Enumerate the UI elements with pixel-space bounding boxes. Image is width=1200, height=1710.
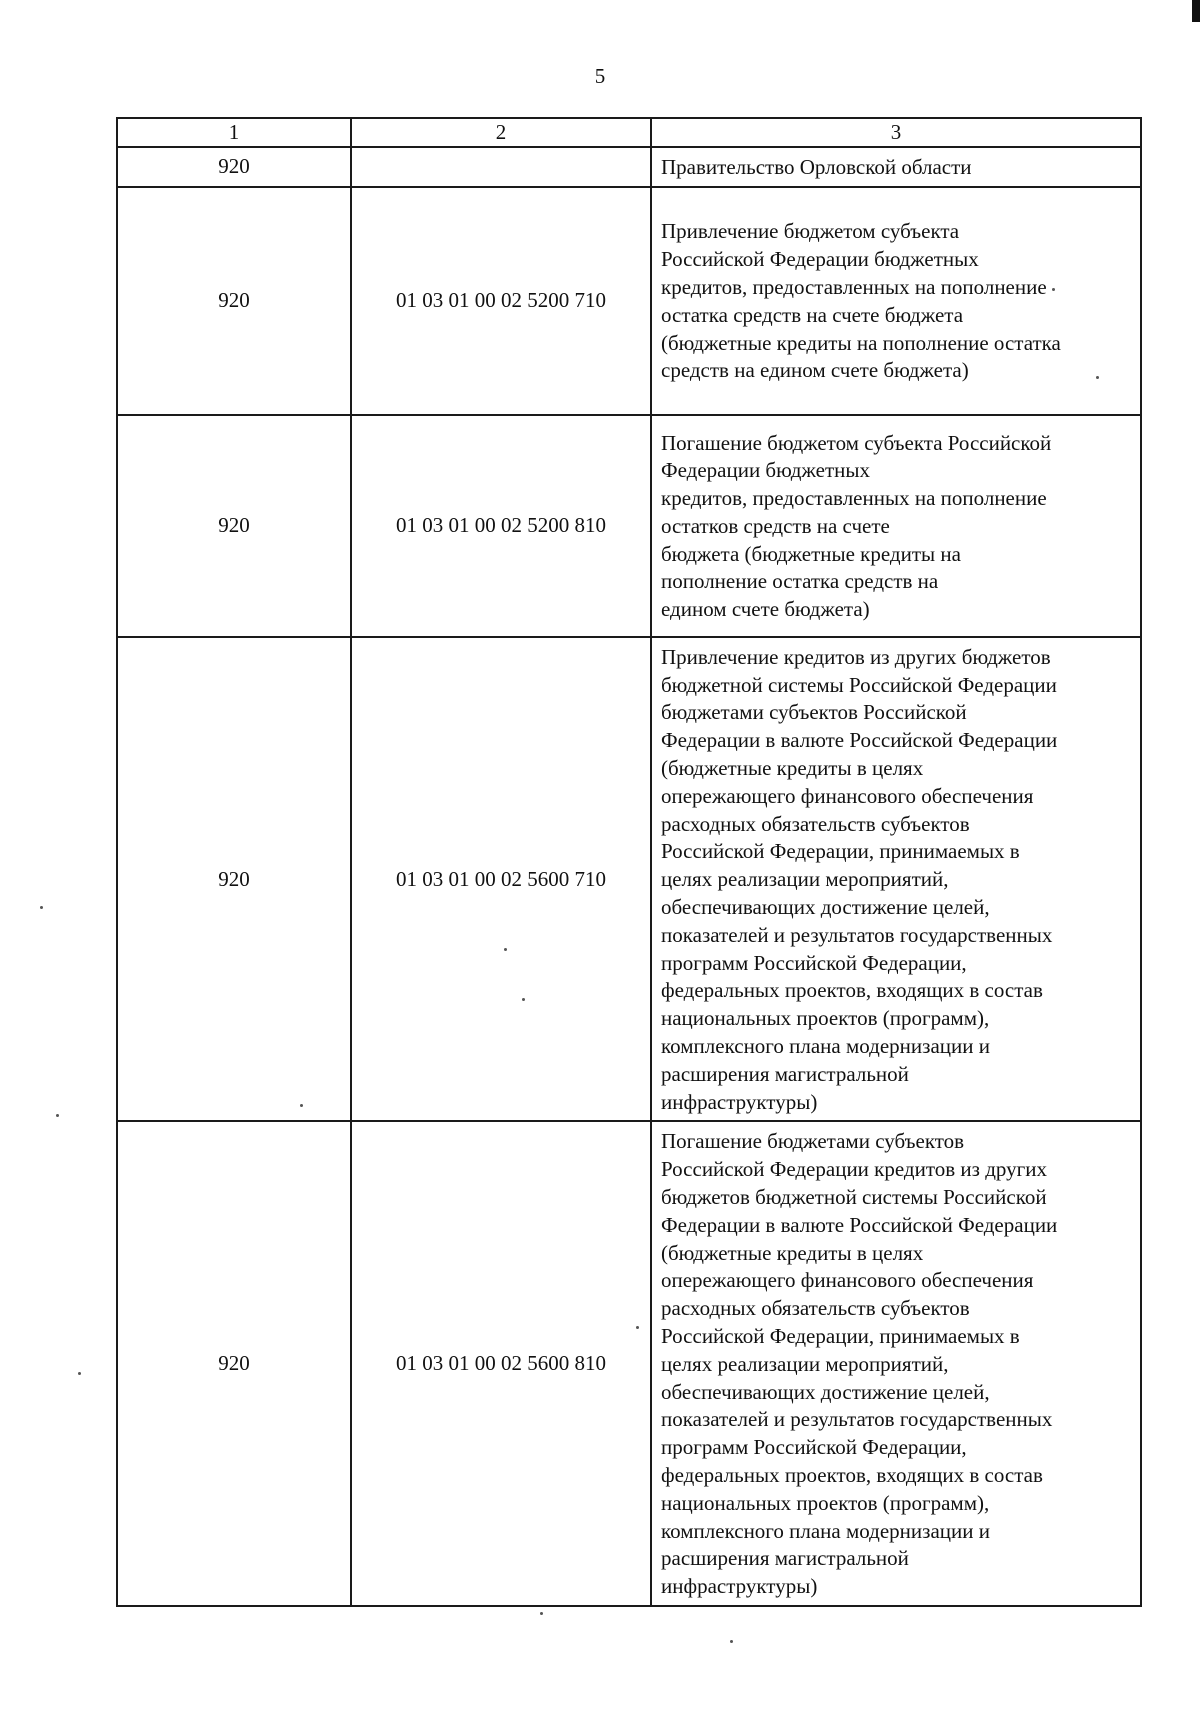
description-line: национальных проектов (программ), [661, 1490, 990, 1515]
table-row [117, 637, 1141, 1122]
description-cell [651, 1121, 1141, 1606]
scan-speck [730, 1640, 733, 1643]
table-row [117, 187, 1141, 415]
description-line: пополнение остатка средств на [661, 569, 939, 594]
description-line: инфраструктуры) [661, 1089, 818, 1114]
description-line: (бюджетные кредиты в целях [661, 755, 924, 780]
scan-speck [40, 906, 43, 909]
description-line: кредитов, предоставленных на пополнение [661, 486, 1047, 511]
scan-speck [522, 998, 525, 1001]
scan-speck [1096, 376, 1099, 379]
description-line: бюджетной системы Российской Федерации [661, 672, 1057, 697]
description-line: федеральных проектов, входящих в состав [661, 1462, 1043, 1487]
scan-edge-mark [1192, 0, 1200, 22]
description-line: целях реализации мероприятий, [661, 1351, 949, 1376]
column-header-3: 3 [651, 118, 1141, 147]
column-header-2: 2 [351, 118, 651, 147]
description-cell [651, 637, 1141, 1122]
scan-speck [504, 948, 507, 951]
description-line: Российской Федерации кредитов из других [661, 1157, 1047, 1182]
org-code-cell: 920 [117, 147, 351, 187]
page-number: 5 [594, 64, 606, 88]
scan-speck [300, 1104, 303, 1107]
description-line: Федерации бюджетных [661, 458, 870, 483]
description-line: остатка средств на счете бюджета [661, 302, 964, 327]
description-line: средств на едином счете бюджета) [661, 358, 969, 383]
description-line: опережающего финансового обеспечения [661, 783, 1034, 808]
table-row [117, 415, 1141, 637]
description-line: Российской Федерации, принимаемых в [661, 1323, 1020, 1348]
org-code-cell: 920 [117, 1121, 351, 1606]
description-line: Привлечение бюджетом субъекта [661, 219, 960, 244]
description-cell [651, 187, 1141, 415]
description-line: обеспечивающих достижение целей, [661, 894, 990, 919]
budget-code-cell: 01 03 01 00 02 5600 710 [351, 637, 651, 1122]
description-line: бюджета (бюджетные кредиты на [661, 541, 961, 566]
description-line: Правительство Орловской области [661, 155, 972, 179]
description-line: Погашение бюджетами субъектов [661, 1129, 965, 1154]
scan-speck [78, 1372, 81, 1375]
budget-code-cell: 01 03 01 00 02 5600 810 [351, 1121, 651, 1606]
description-line: Российской Федерации бюджетных [661, 247, 979, 272]
description-cell [651, 147, 1141, 187]
description-line: опережающего финансового обеспечения [661, 1268, 1034, 1293]
description-line: комплексного плана модернизации и [661, 1518, 990, 1543]
description-line: обеспечивающих достижение целей, [661, 1379, 990, 1404]
scan-speck [56, 1114, 59, 1117]
description-line: расходных обязательств субъектов [661, 1296, 970, 1321]
description-line: бюджетов бюджетной системы Российской [661, 1184, 1047, 1209]
description-line: остатков средств на счете [661, 513, 890, 538]
description-line: комплексного плана модернизации и [661, 1033, 990, 1058]
org-code-cell: 920 [117, 415, 351, 637]
description-line: показателей и результатов государственных [661, 1407, 1053, 1432]
description-line: показателей и результатов государственных [661, 922, 1053, 947]
description-line: едином счете бюджета) [661, 597, 870, 622]
description-line: расширения магистральной [661, 1546, 909, 1571]
description-line: программ Российской Федерации, [661, 1435, 967, 1460]
budget-code-cell [351, 147, 651, 187]
description-line: Федерации в валюте Российской Федерации [661, 728, 1058, 753]
description-line: инфраструктуры) [661, 1574, 818, 1599]
budget-code-cell: 01 03 01 00 02 5200 710 [351, 187, 651, 415]
description-line: расходных обязательств субъектов [661, 811, 970, 836]
description-line: бюджетами субъектов Российской [661, 700, 967, 725]
description-line: Федерации в валюте Российской Федерации [661, 1212, 1058, 1237]
description-cell [651, 415, 1141, 637]
table-row [117, 147, 1141, 187]
description-line: (бюджетные кредиты в целях [661, 1240, 924, 1265]
description-line: Привлечение кредитов из других бюджетов [661, 644, 1051, 669]
budget-code-cell: 01 03 01 00 02 5200 810 [351, 415, 651, 637]
description-line: целях реализации мероприятий, [661, 867, 949, 892]
budget-sources-table [116, 117, 1142, 1607]
org-code-cell: 920 [117, 637, 351, 1122]
description-line: программ Российской Федерации, [661, 950, 967, 975]
org-code-cell: 920 [117, 187, 351, 415]
scan-speck [636, 1326, 639, 1329]
scan-speck [540, 1612, 543, 1615]
description-line: Российской Федерации, принимаемых в [661, 839, 1020, 864]
description-line: кредитов, предоставленных на пополнение [661, 275, 1047, 299]
description-line: Погашение бюджетом субъекта Российской [661, 430, 1052, 455]
table-header-row [117, 118, 1141, 147]
description-line: федеральных проектов, входящих в состав [661, 978, 1043, 1003]
table-row [117, 1121, 1141, 1606]
description-line: расширения магистральной [661, 1061, 909, 1086]
description-line: национальных проектов (программ), [661, 1006, 990, 1031]
description-line: (бюджетные кредиты на пополнение остатка [661, 330, 1061, 355]
column-header-1: 1 [117, 118, 351, 147]
scan-speck [1052, 288, 1055, 291]
